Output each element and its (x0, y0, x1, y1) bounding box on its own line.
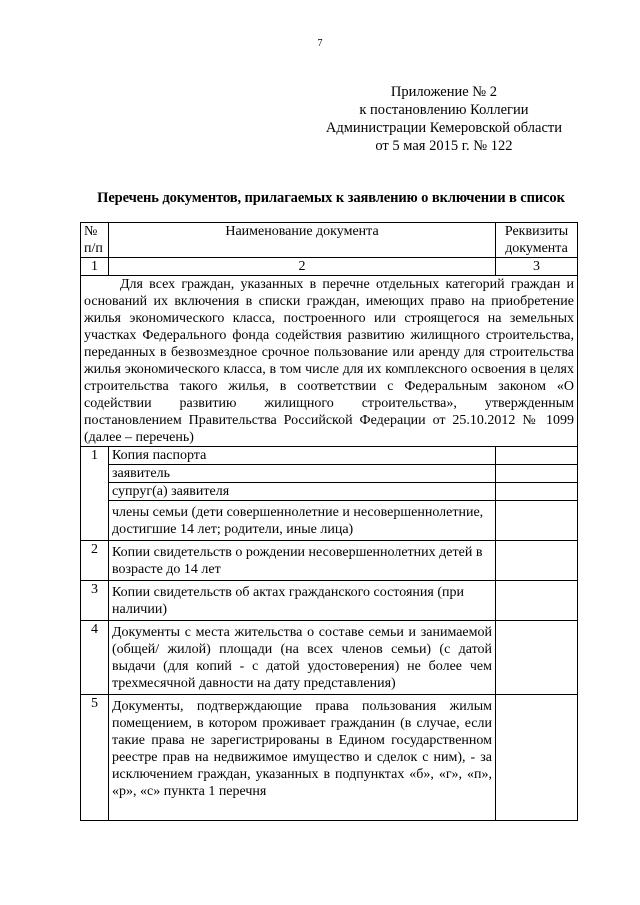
header-req-line1: Реквизиты (504, 224, 569, 239)
appendix-block (326, 83, 562, 155)
header-num-line2: п/п (84, 241, 103, 256)
index-cell: 3 (496, 258, 578, 276)
table-row (81, 581, 578, 621)
header-name: Наименование документа (109, 223, 496, 258)
row-document-name: Копия паспорта (109, 447, 496, 465)
row-requisites (496, 621, 578, 695)
row-requisites (496, 695, 578, 821)
table-row (81, 621, 578, 695)
subrow-document-name: члены семьи (дети совершеннолетние и несовершеннолетние, достигшие 14 лет; родители, иные лица) (109, 501, 496, 541)
row-document-name: Документы с места жительства о составе семьи и занимаемой (общей/ жилой) площади (на всех членов семьи) (с датой выдачи (для копий - с датой удостоверения) не более чем трехмесячной давности на дату представления) (109, 621, 496, 695)
row-requisites (496, 447, 578, 465)
table-row (81, 695, 578, 821)
table-header-row (81, 223, 578, 258)
row-requisites (496, 581, 578, 621)
section-cell (81, 276, 578, 447)
appendix-line-1: Приложение № 2 (390, 84, 498, 100)
row-number: 2 (81, 541, 109, 581)
row-number: 4 (81, 621, 109, 695)
documents-table (80, 222, 578, 821)
appendix-line-2: к постановлению Коллегии (359, 102, 529, 118)
table-subrow (81, 501, 578, 541)
row-number: 5 (81, 695, 109, 821)
row-document-name: Копии свидетельств о рождении несовершеннолетних детей в возрасте до 14 лет (109, 541, 496, 581)
page-number: 7 (317, 38, 323, 49)
row-document-name: Документы, подтверждающие права пользования жилым помещением, в котором проживает гражданин (в случае, если такие права не зарегистрированы в Едином государственном реестре прав на недвижимое имущество и сделок с ним), - за исключением граждан, указанных в подпунктах «б», «г», «п», «р», «с» пункта 1 перечня (109, 695, 496, 821)
index-cell: 1 (81, 258, 109, 276)
index-row (81, 258, 578, 276)
row-requisites (496, 483, 578, 501)
row-requisites (496, 465, 578, 483)
subrow-document-name: заявитель (109, 465, 496, 483)
section-row (81, 276, 578, 447)
appendix-line-4: от 5 мая 2015 г. № 122 (375, 138, 513, 154)
table-row (81, 447, 578, 465)
row-number: 3 (81, 581, 109, 621)
table-row (81, 541, 578, 581)
header-num-line1: № (84, 224, 98, 239)
section-text: Для всех граждан, указанных в перечне отдельных категорий граждан и оснований их включения в списки граждан, имеющих право на приобретение жилья экономического класса, построенного или строящегося на земельных участках Федерального фонда содействия развитию жилищного строительства, переданных в безвозмездное срочное пользование или аренду для строительства жилья экономического класса, в том числе для их комплексного освоения в целях строительства такого жилья, в соответствии с Федеральным законом «О содействии развитию жилищного строительства», утвержденным постановлением Правительства Российской Федерации от 25.10.2012 № 1099 (далее – перечень) (84, 277, 574, 445)
document-title: Перечень документов, прилагаемых к заявлению о включении в список (97, 190, 565, 206)
table-subrow (81, 465, 578, 483)
header-requisites (496, 223, 578, 258)
table-subrow (81, 483, 578, 501)
row-requisites (496, 541, 578, 581)
index-cell: 2 (109, 258, 496, 276)
header-num (81, 223, 109, 258)
row-document-name: Копии свидетельств об актах гражданского состояния (при наличии) (109, 581, 496, 621)
appendix-line-3: Администрации Кемеровской области (325, 120, 562, 136)
row-number: 1 (81, 447, 109, 541)
header-req-line2: документа (505, 241, 568, 256)
row-requisites (496, 501, 578, 541)
subrow-document-name: супруг(а) заявителя (109, 483, 496, 501)
